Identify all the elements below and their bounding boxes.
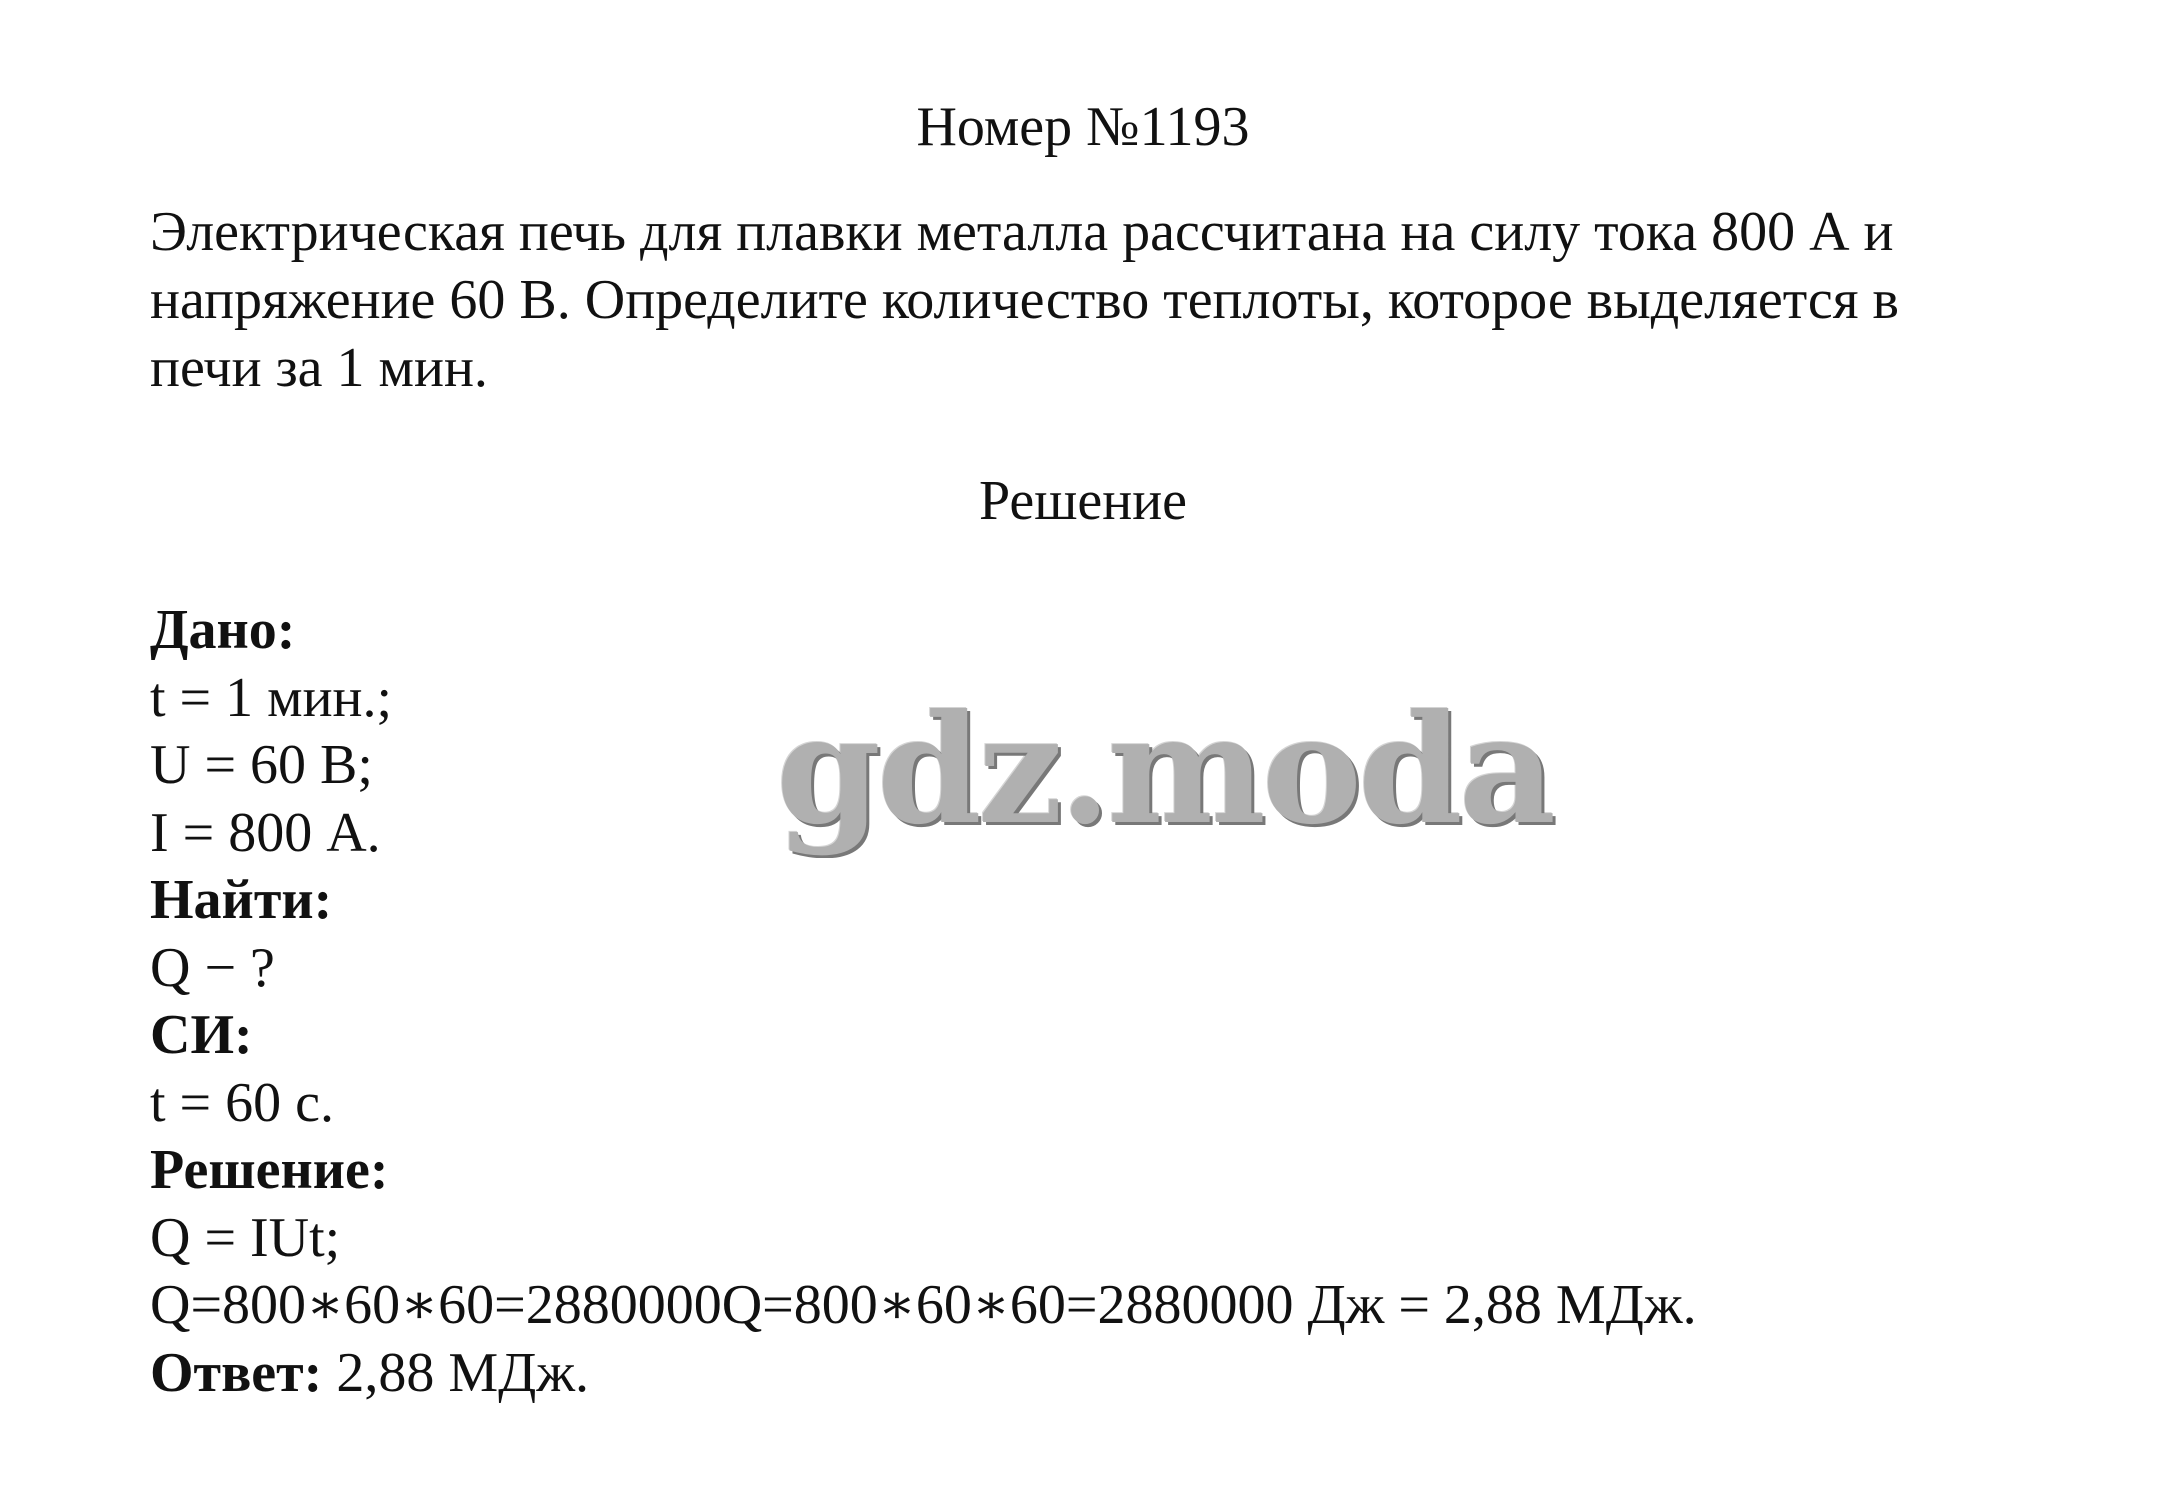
si-item: t = 60 с. — [150, 1071, 334, 1134]
given-item: t = 1 мин.; — [150, 666, 393, 729]
solution-calculation: Q=800∗60∗60=2880000Q=800∗60∗60=2880000 Дж = 2,88 МДж. — [150, 1274, 1697, 1336]
problem-line: печи за 1 мин. — [150, 337, 488, 399]
page-title: Номер №1193 — [916, 96, 1250, 158]
solution-heading: Решение — [978, 470, 1188, 532]
answer-label: Ответ: — [150, 1341, 323, 1404]
si-label: СИ: — [150, 1004, 253, 1066]
find-label: Найти: — [150, 869, 333, 931]
solution-formula: Q = IUt; — [150, 1206, 341, 1269]
find-item: Q − ? — [150, 936, 275, 999]
given-item: U = 60 В; — [150, 734, 373, 796]
problem-line: напряжение 60 В. Определите количество теплоты, которое выделяется в — [150, 269, 1899, 331]
solution-label: Решение: — [150, 1139, 389, 1201]
given-item: I = 800 А. — [150, 801, 381, 864]
problem-line: Электрическая печь для плавки металла рассчитана на силу тока 800 А и — [150, 201, 1894, 263]
given-label: Дано: — [150, 599, 296, 661]
answer-value: 2,88 МДж. — [336, 1341, 590, 1404]
watermark-logo: gdz.moda — [776, 682, 1553, 858]
problem-statement — [150, 198, 2050, 402]
answer-line — [150, 1340, 1697, 1408]
